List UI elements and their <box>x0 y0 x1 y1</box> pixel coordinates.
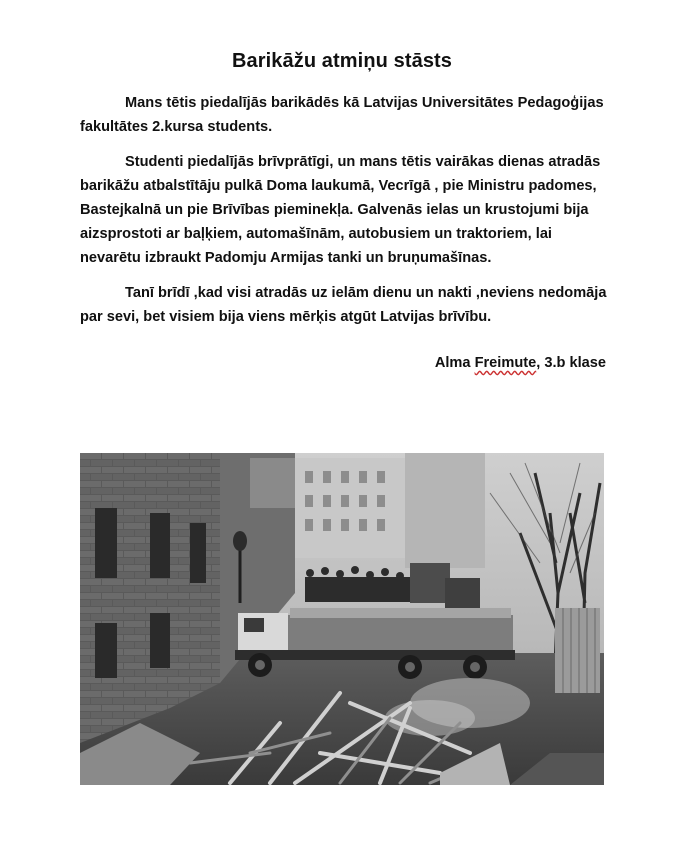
document-title: Barikāžu atmiņu stāsts <box>231 50 453 72</box>
signature-class: , 3.b klase <box>536 355 606 371</box>
barricade-photo-illustration <box>80 453 604 785</box>
story-body <box>80 91 608 340</box>
signature <box>435 355 606 371</box>
signature-first-name: Alma <box>434 355 475 371</box>
signature-surname: Freimute <box>474 355 537 371</box>
barricade-photo <box>80 453 604 785</box>
paragraph-2: Studenti piedalījās brīvprātīgi, un mans tētis vairākas dienas atradās barikāžu atbalstītāju pulkā Doma laukumā, Vecrīgā , pie Ministru padomes, Bastejkalnā un pie Brīvības pieminekļa. Galvenās ielas un krustojumi bija aizsprostoti ar baļķiem, automašīnām, autobusiem un traktoriem, lai nevarētu izbraukt Padomju Armijas tanki un bruņumašīnas. <box>80 154 601 266</box>
paragraph-1: Mans tētis piedalījās barikādēs kā Latvijas Universitātes Pedagoģijas fakultātes 2.kursa students. <box>80 95 604 135</box>
paragraph-3: Tanī brīdī ,kad visi atradās uz ielām dienu un nakti ,neviens nedomāja par sevi, bet visiem bija viens mērķis atgūt Latvijas brīvību. <box>80 285 607 325</box>
